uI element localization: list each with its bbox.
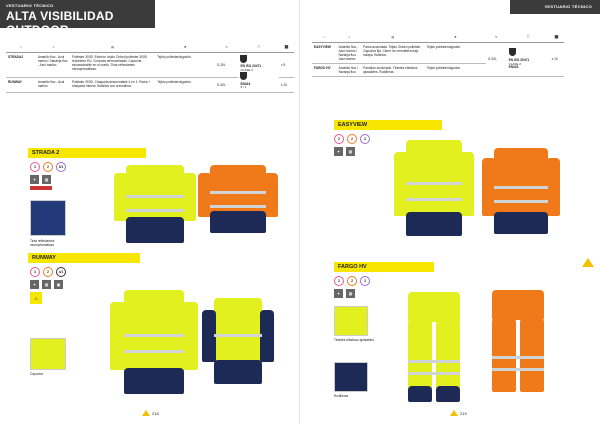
scotchlite-logo	[30, 186, 52, 190]
product-ref: FARGO HV	[312, 63, 337, 76]
warning-triangle-icon	[450, 410, 458, 416]
product-care: Tejido poliéster/algodón.	[425, 42, 486, 63]
ref-col-icon: ◦◦◦	[6, 42, 36, 52]
product-ref: RUNWAY	[6, 77, 36, 93]
product-pack: x 10	[550, 42, 564, 76]
feature-icon: ▦	[42, 175, 51, 184]
detail-caption: Tiras reflectantes microprismáticas	[30, 239, 55, 247]
header-category: VESTUARIO TÉCNICO	[6, 3, 54, 8]
shield-icon	[509, 48, 516, 56]
feature-icon: ✦	[30, 280, 39, 289]
spec-table-right	[312, 32, 564, 77]
product-colors: Amarillo fluo / Naranja fluo	[337, 63, 362, 76]
table-row	[312, 42, 564, 63]
table-row	[6, 52, 294, 77]
product-desc: Pantalón acolchado. Tirantes elásticos ajustables. Rodilleras.	[361, 63, 425, 76]
cert-circle-icon: 3	[360, 134, 370, 144]
standards-pictograms	[334, 276, 370, 286]
cert-circle-icon: 3/1	[56, 162, 66, 172]
section-label-easyview: EASYVIEW	[334, 120, 442, 130]
product-care: Tejido poliéster/algodón.	[155, 52, 215, 77]
spec-table-left	[6, 42, 294, 93]
product-sizes: S-3XL	[215, 77, 238, 93]
feature-pictograms	[334, 147, 355, 156]
strada-orange-jacket-image	[198, 165, 278, 233]
product-colors: Amarillo fluo - Azul marino / Naranja fluo - Azul marino	[36, 52, 70, 77]
product-sizes: S-3XL	[486, 42, 506, 76]
detail-photo	[30, 200, 66, 236]
product-colors: Amarillo fluo - Azul marino	[36, 77, 70, 93]
cert-circle-icon: 2	[43, 162, 53, 172]
detail-caption: Rodilleras	[334, 394, 349, 398]
product-desc: Parka acolchada. Tejido Oxford poliéster. Capucha fija. Cierre de cremallera bajo solapa. Bolsillos.	[361, 42, 425, 63]
straps-detail-photo	[334, 306, 368, 336]
color-col-icon: ◑	[337, 32, 362, 42]
right-page	[300, 0, 600, 424]
product-pack: x 5	[279, 52, 294, 77]
cert-circle-icon: 2	[43, 267, 53, 277]
page-title: ALTA VISIBILIDAD OUTDOOR	[6, 9, 114, 37]
product-care: Tejido poliéster/algodón.	[425, 63, 486, 76]
cert-circle-icon: 2	[347, 276, 357, 286]
class-badge-icon: ⚠	[30, 292, 42, 304]
cert-block: EN ISO 20471 CLASE 2 EN343	[507, 42, 550, 76]
runway-jacket-image	[110, 290, 198, 400]
header-category-right: VESTUARIO TÉCNICO	[544, 4, 592, 9]
product-colors: Amarillo fluo - Azul marino / Naranja fluo - Azul marino	[337, 42, 362, 63]
feature-pictograms	[30, 175, 51, 184]
cert-circle-icon: 2	[334, 276, 344, 286]
product-ref: EASYVIEW	[312, 42, 337, 63]
section-label-strada: STRADA 2	[28, 148, 146, 158]
shield-icon	[240, 72, 247, 80]
product-desc: Poliéster 300D. Chaqueta desmontable 4 en 1. Parka + chaqueta interior. Bolsillos con cremallera.	[70, 77, 155, 93]
desc-col-icon: ▤	[70, 42, 155, 52]
runway-inner-jacket-image	[202, 298, 274, 384]
cert-block: EN ISO 20471 CLASE 3 EN343 3 / 1	[238, 52, 279, 93]
fargo-yellow-trousers-image	[404, 274, 464, 404]
standards-pictograms	[30, 162, 66, 172]
hood-detail-photo	[30, 338, 66, 370]
feature-icon: ▣	[54, 280, 63, 289]
easyview-yellow-jacket-image	[394, 140, 474, 240]
warning-triangle-icon	[142, 410, 150, 416]
cert-circle-icon: 2	[347, 134, 357, 144]
product-ref: STRADA2	[6, 52, 36, 77]
cert-col-icon: ⛉	[507, 32, 550, 42]
cert-circle-icon: 2	[334, 134, 344, 144]
pack-col-icon: ⬛	[279, 42, 294, 52]
cert-circle-icon: 3	[30, 267, 40, 277]
ref-col-icon: ◦◦◦	[312, 32, 337, 42]
product-sizes: S-3XL	[215, 52, 238, 77]
detail-caption: Tirantes elásticos ajustables	[334, 338, 374, 342]
standards-pictograms	[334, 134, 370, 144]
left-header	[0, 0, 155, 37]
cert-circle-icon: 4/1	[56, 267, 66, 277]
feature-icon: ▦	[346, 289, 355, 298]
pack-col-icon: ⬛	[550, 32, 564, 42]
feature-icon: ▦	[346, 147, 355, 156]
care-col-icon: ❖	[155, 42, 215, 52]
feature-pictograms	[334, 289, 355, 298]
cert-circle-icon: 3	[360, 276, 370, 286]
right-header	[510, 0, 600, 14]
section-label-fargo: FARGO HV	[334, 262, 434, 272]
strada-yellow-jacket-image	[114, 165, 196, 243]
fargo-orange-trousers-image	[488, 274, 548, 394]
easyview-orange-jacket-image	[482, 148, 560, 234]
care-col-icon: ❖	[425, 32, 486, 42]
cert-col-icon: ⛉	[238, 42, 279, 52]
detail-caption: Capucha	[30, 372, 43, 376]
knee-detail-photo	[334, 362, 368, 392]
color-col-icon: ◑	[36, 42, 70, 52]
cert-circle-icon: 3	[30, 162, 40, 172]
warning-triangle-icon	[582, 258, 594, 267]
product-pack: x 10	[279, 77, 294, 93]
section-label-runway: RUNWAY	[28, 253, 140, 263]
size-col-icon: ✎	[215, 42, 238, 52]
product-care: Tejido poliéster/algodón.	[155, 77, 215, 93]
feature-icon: ✦	[30, 175, 39, 184]
product-desc: Poliéster 300D. Exterior: tejido Oxford poliéster 300D recubierto PU. Costuras termoselladas. Capucha escamoteable en el cuello. Tiras reflectantes microprismáticas.	[70, 52, 155, 77]
size-col-icon: ✎	[486, 32, 506, 42]
desc-col-icon: ▤	[361, 32, 425, 42]
shield-icon	[240, 55, 247, 63]
feature-icon: ✦	[334, 289, 343, 298]
standards-pictograms	[30, 267, 66, 277]
page-number: 218	[142, 410, 159, 416]
feature-icon: ✦	[334, 147, 343, 156]
page-number: 219	[450, 410, 467, 416]
feature-icon: ▦	[42, 280, 51, 289]
feature-pictograms	[30, 280, 63, 289]
